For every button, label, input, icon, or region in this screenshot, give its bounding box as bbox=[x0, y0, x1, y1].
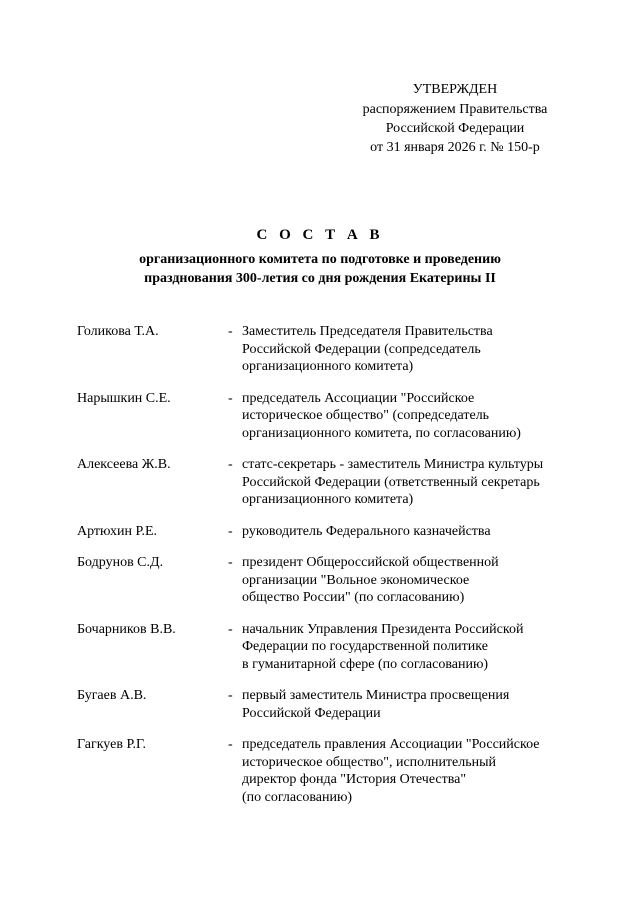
role-line: Заместитель Председателя Правительства bbox=[242, 324, 493, 339]
member-row bbox=[77, 523, 587, 541]
member-name: Бугаев А.В. bbox=[77, 688, 147, 703]
role-line: председатель Ассоциации "Российское bbox=[242, 390, 475, 406]
role-line: историческое общество", исполнительный bbox=[242, 754, 497, 770]
role-line: председатель правления Ассоциации "Российское bbox=[242, 737, 540, 752]
dash-separator: - bbox=[228, 688, 233, 703]
role-line: организации "Вольное экономическое bbox=[242, 572, 470, 588]
subtitle-line: празднования 300-летия со дня рождения Екатерины II bbox=[144, 271, 496, 286]
approval-date-line: от 31 января 2026 г. № 150-р bbox=[370, 140, 540, 155]
role-line: Российской Федерации (ответственный секретарь bbox=[242, 474, 540, 490]
approval-title: УТВЕРЖДЕН bbox=[412, 82, 498, 97]
role-line: организационного комитета) bbox=[242, 492, 414, 507]
role-line: руководитель Федерального казначейства bbox=[242, 523, 491, 539]
role-line: директор фонда "История Отечества" bbox=[242, 772, 467, 787]
member-role bbox=[242, 523, 587, 541]
role-line: организационного комитета, по согласованию) bbox=[242, 425, 521, 441]
member-name: Артюхин Р.Е. bbox=[77, 523, 158, 539]
document-title: С О С Т А В bbox=[256, 227, 384, 243]
member-name: Бочарников В.В. bbox=[77, 621, 176, 637]
approval-block bbox=[330, 80, 580, 157]
member-row bbox=[77, 390, 587, 443]
document-subtitle bbox=[0, 250, 640, 288]
members-list bbox=[77, 323, 587, 820]
member-row bbox=[77, 456, 587, 509]
member-name: Гагкуев Р.Г. bbox=[77, 737, 146, 752]
role-line: Российской Федерации (сопредседатель bbox=[242, 341, 481, 357]
dash-separator: - bbox=[228, 621, 233, 637]
member-role bbox=[242, 456, 587, 509]
member-name: Нарышкин С.Е. bbox=[77, 390, 171, 406]
member-role bbox=[242, 554, 587, 607]
member-role bbox=[242, 736, 587, 806]
role-line: президент Общероссийской общественной bbox=[242, 555, 499, 570]
dash-separator: - bbox=[228, 324, 233, 339]
member-name: Алексеева Ж.В. bbox=[77, 457, 171, 472]
member-name: Голикова Т.А. bbox=[77, 324, 159, 339]
member-role bbox=[242, 390, 587, 443]
role-line: Федерации по государственной политике bbox=[242, 639, 488, 654]
member-row bbox=[77, 736, 587, 806]
member-row bbox=[77, 687, 587, 722]
role-line: начальник Управления Президента Российской bbox=[242, 621, 524, 637]
member-row bbox=[77, 621, 587, 674]
dash-separator: - bbox=[228, 457, 233, 472]
member-role bbox=[242, 323, 587, 376]
dash-separator: - bbox=[228, 737, 233, 752]
member-row bbox=[77, 323, 587, 376]
dash-separator: - bbox=[228, 523, 233, 539]
role-line: статс-секретарь - заместитель Министра культуры bbox=[242, 457, 544, 472]
member-name: Бодрунов С.Д. bbox=[77, 555, 164, 570]
role-line: историческое общество" (сопредседатель bbox=[242, 408, 490, 423]
member-role bbox=[242, 621, 587, 674]
dash-separator: - bbox=[228, 555, 233, 570]
member-role bbox=[242, 687, 587, 722]
role-line: в гуманитарной сфере (по согласованию) bbox=[242, 656, 489, 672]
role-line: первый заместитель Министра просвещения bbox=[242, 688, 510, 703]
approval-line: Российской Федерации bbox=[385, 121, 525, 136]
role-line: общество России" (по согласованию) bbox=[242, 590, 465, 605]
subtitle-line: организационного комитета по подготовке и проведению bbox=[139, 252, 501, 267]
role-line: Российской Федерации bbox=[242, 705, 381, 721]
approval-line: распоряжением Правительства bbox=[362, 102, 548, 117]
member-row bbox=[77, 554, 587, 607]
dash-separator: - bbox=[228, 390, 233, 406]
role-line: организационного комитета) bbox=[242, 359, 414, 374]
role-line: (по согласованию) bbox=[242, 789, 353, 805]
